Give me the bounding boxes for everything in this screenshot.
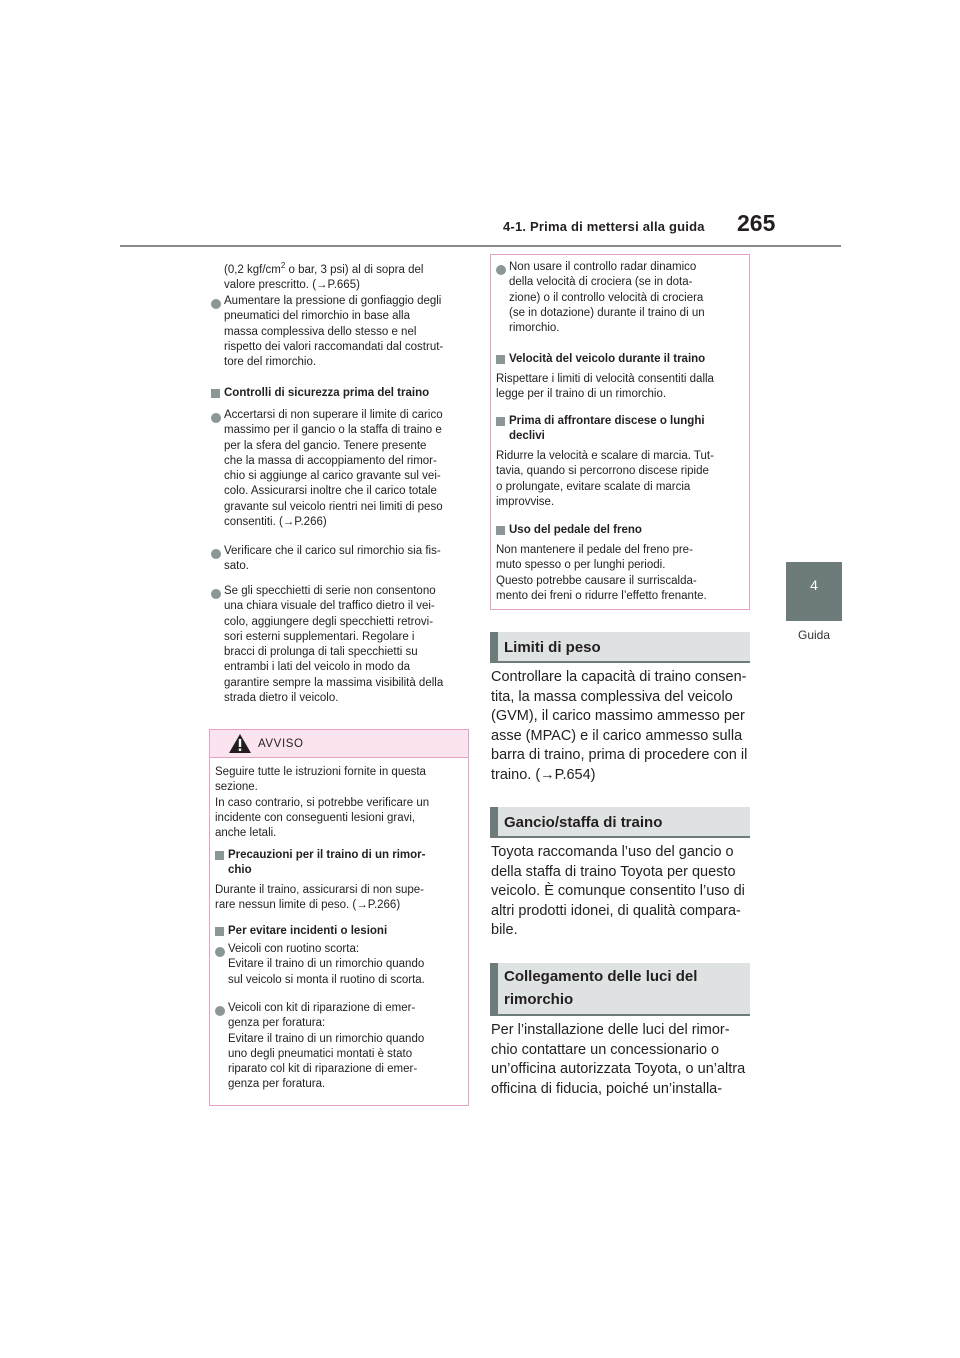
bullet-load-limit: Accertarsi di non superare il limite di carico massimo per il gancio o la staffa di traino e per la sfera del gancio. Tenere presente che la massa di accoppiamento del rimor- chio si aggiunge al carico gravante sul vei- colo. Assicurarsi inoltre che il carico totale gravante sul veicolo rientri nei limiti di peso consentiti. (→P.266)	[224, 409, 443, 529]
section-breadcrumb: 4-1. Prima di mettersi alla guida	[503, 219, 705, 234]
heading-square-icon	[211, 389, 220, 398]
warning-triangle-icon	[228, 733, 252, 754]
notice-cruise-control: Non usare il controllo radar dinamico della velocità di crociera (se in dota- zione) o il controllo velocità di crociera (se in dotazione) durante il traino di un rimorchio.	[509, 261, 705, 335]
bullet-dot-icon	[215, 1006, 225, 1016]
bullet-dot-icon	[215, 947, 225, 957]
bullet-dot-icon	[211, 589, 221, 599]
header-divider	[120, 245, 841, 247]
notice-speed-heading: Velocità del veicolo durante il traino	[509, 353, 706, 365]
bullet-dot-icon	[211, 413, 221, 423]
bullet-mirrors: Se gli specchietti di serie non consentono una chiara visuale del traffico dietro il vei- colo, aggiungere degli specchietti retrovi- sori esterni supplementari. Regolare i bracci di prolunga di tali specchietti su entrambi i lati del veicolo in modo da garantire sempre la massima visibilità della strada dietro il veicolo.	[224, 585, 444, 705]
hitch-body: Toyota raccomanda l’uso del gancio o della staffa di traino Toyota per questo veicolo. È comunque consentito l’uso di altri prodotti idonei, di qualità compara- bile.	[491, 844, 745, 938]
continued-text: (0,2 kgf/$cm^2$ o bar, 3 psi) al di sopra del valore prescritto. (→P.665)	[224, 261, 424, 292]
notice-speed-text: Rispettare i limiti di velocità consentiti dalla legge per il traino di un rimorchio.	[496, 373, 714, 401]
trailer-lights-body: Per l’installazione delle luci del rimor- chio contattare un concessionario o un’officina autorizzata Toyota, o un’altra officina di fiducia, poiché un’installa-	[491, 1022, 746, 1097]
page-number: 265	[737, 210, 776, 236]
section-marker	[490, 632, 498, 663]
heading-square-icon	[496, 355, 505, 364]
warning-avoid-accidents-heading: Per evitare incidenti o lesioni	[228, 925, 388, 937]
section-marker	[490, 963, 498, 1016]
heading-square-icon	[496, 526, 505, 535]
notice-descent-text: Ridurre la velocità e scalare di marcia. Tut- tavia, quando si percorrono discese ripide o prolungate, evitare scalate di marcia improvvise.	[496, 450, 714, 508]
warning-precautions-heading: Precauzioni per il traino di un rimor- chio	[228, 849, 426, 877]
chapter-label: Guida	[797, 628, 831, 642]
bullet-dot-icon	[211, 299, 221, 309]
heading-square-icon	[496, 417, 505, 426]
notice-descent-heading: Prima di affrontare discese o lunghi declivi	[509, 415, 705, 443]
section-title-hitch: Gancio/staffa di traino	[504, 814, 663, 831]
warning-label: AVVISO	[258, 738, 304, 750]
warning-precautions-text: Durante il traino, assicurarsi di non supe- rare nessun limite di peso. (→P.266)	[215, 884, 425, 912]
safety-checks-heading: Controlli di sicurezza prima del traino	[224, 387, 430, 399]
section-title-weight-limits: Limiti di peso	[504, 639, 601, 656]
bullet-load-secured: Verificare che il carico sul rimorchio sia fis- sato.	[224, 545, 441, 573]
warning-spare-wheel: Veicoli con ruotino scorta: Evitare il traino di un rimorchio quando sul veicolo si monta il ruotino di scorta.	[228, 943, 425, 986]
bullet-tire-pressure: Aumentare la pressione di gonfiaggio degli pneumatici del rimorchio in base alla massa complessiva dello stesso e nel rispetto dei valori raccomandati dal costrut- tore del rimorchio.	[224, 295, 444, 369]
section-title-trailer-lights: Collegamento delle luci del rimorchio	[504, 968, 698, 1008]
section-marker	[490, 807, 498, 838]
weight-limits-body: Controllare la capacità di traino consen- tita, la massa complessiva del veicolo (GVM), il carico massimo ammesso per asse (MPAC) e il carico ammesso sulla barra di traino, prima di procedere con il traino. (→P.654)	[491, 669, 748, 783]
warning-repair-kit: Veicoli con kit di riparazione di emer- genza per foratura: Evitare il traino di un rimorchio quando uno degli pneumatici montati è stato riparato col kit di riparazione di emer- genza per foratura.	[228, 1002, 425, 1091]
bullet-dot-icon	[496, 265, 506, 275]
heading-square-icon	[215, 927, 224, 936]
bullet-dot-icon	[211, 549, 221, 559]
warning-header-divider	[210, 757, 468, 758]
notice-brake-heading: Uso del pedale del freno	[509, 524, 642, 536]
chapter-number: 4	[810, 577, 818, 593]
warning-intro: Seguire tutte le istruzioni fornite in questa sezione. In caso contrario, si potrebbe verificare un incidente con conseguenti lesioni gravi, anche letali.	[215, 766, 430, 840]
notice-brake-text: Non mantenere il pedale del freno pre- muto spesso o per lunghi periodi. Questo potrebbe causare il surriscalda- mento dei freni o ridurre l’effetto frenante.	[496, 544, 707, 602]
heading-square-icon	[215, 851, 224, 860]
